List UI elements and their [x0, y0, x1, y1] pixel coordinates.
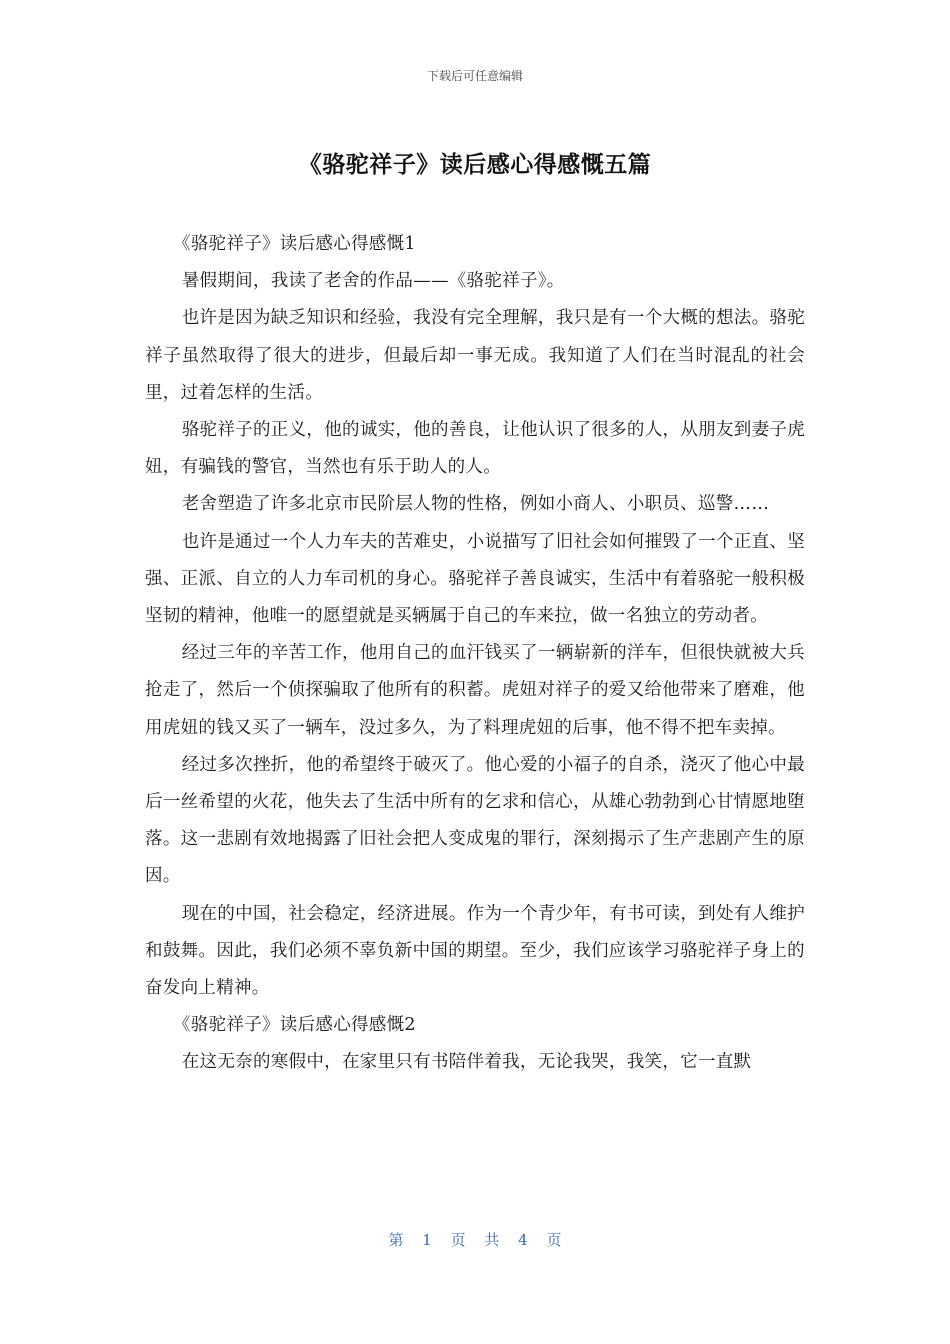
document-body	[145, 226, 805, 1082]
header-note: 下载后可任意编辑	[426, 69, 523, 83]
section-heading-1: 《骆驼祥子》读后感心得感慨1	[173, 234, 416, 254]
paragraph: 现在的中国，社会稳定，经济进展。作为一个青少年，有书可读，到处有人维护和鼓舞。因此，我们必须不辜负新中国的期望。至少，我们应该学习骆驼祥子身上的奋发向上精神。	[145, 903, 805, 999]
paragraph: 在这无奈的寒假中，在家里只有书陪伴着我，无论我哭，我笑，它一直默	[181, 1052, 752, 1073]
paragraph: 也许是因为缺乏知识和经验，我没有完全理解，我只是有一个大概的想法。骆驼祥子虽然取得了很大的进步，但最后却一事无成。我知道了人们在当时混乱的社会里，过着怎样的生活。	[145, 308, 805, 403]
page-footer: 第 1 页 共 4 页	[388, 1231, 562, 1249]
paragraph: 经过三年的辛苦工作，他用自己的血汗钱买了一辆崭新的洋车，但很快就被大兵抢走了，然后一个侦探骗取了他所有的积蓄。虎妞对祥子的爱又给他带来了磨难，他用虎妞的钱又买了一辆车，没过多久，为了料理虎妞的后事，他不得不把车卖掉。	[145, 643, 805, 738]
paragraph: 暑假期间，我读了老舍的作品——《骆驼祥子》。	[181, 271, 565, 292]
paragraph: 经过多次挫折，他的希望终于破灭了。他心爱的小福子的自杀，浇灭了他心中最后一丝希望的火花，他失去了生活中所有的乞求和信心，从雄心勃勃到心甘情愿地堕落。这一悲剧有效地揭露了旧社会把人变成鬼的罪行，深刻揭示了生产悲剧产生的原因。	[145, 754, 805, 887]
document-title: 《骆驼祥子》读后感心得感慨五篇	[298, 152, 652, 178]
paragraph: 骆驼祥子的正义，他的诚实，他的善良，让他认识了很多的人，从朋友到妻子虎妞，有骗钱的警官，当然也有乐于助人的人。	[145, 420, 805, 478]
paragraph: 老舍塑造了许多北京市民阶层人物的性格，例如小商人、小职员、巡警……	[181, 494, 770, 515]
section-heading-2: 《骆驼祥子》读后感心得感慨2	[173, 1015, 416, 1036]
paragraph: 也许是通过一个人力车夫的苦难史，小说描写了旧社会如何摧毁了一个正直、坚强、正派、自立的人力车司机的身心。骆驼祥子善良诚实，生活中有着骆驼一般积极坚韧的精神，他唯一的愿望就是买辆属于自己的车来拉，做一名独立的劳动者。	[145, 531, 805, 627]
